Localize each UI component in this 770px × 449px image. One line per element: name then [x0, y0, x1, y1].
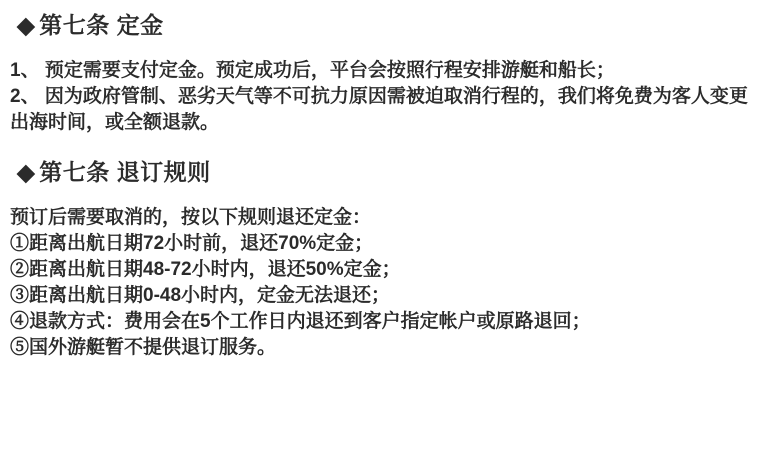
refund-rule-item: ②距离出航日期48-72小时内，退还50%定金；	[10, 259, 401, 280]
refund-rule-item: ④退款方式：费用会在5个工作日内退还到客户指定帐户或原路退回；	[10, 311, 591, 332]
refund-rules-intro: 预订后需要取消的，按以下规则退还定金：	[10, 207, 372, 228]
deposit-term-item: 2、 因为政府管制、恶劣天气等不可抗力原因需被迫取消行程的，我们将免费为客人变更出海时间，或全额退款。	[10, 86, 748, 133]
deposit-term-item: 1、 预定需要支付定金。预定成功后，平台会按照行程安排游艇和船长；	[10, 60, 615, 81]
refund-rule-item: ①距离出航日期72小时前，退还70%定金；	[10, 233, 374, 254]
deposit-terms-list	[0, 58, 770, 136]
section-title-deposit: 第七条 定金	[39, 12, 164, 38]
section-title-refund: 第七条 退订规则	[39, 159, 211, 185]
refund-rules-list	[0, 205, 770, 361]
diamond-bullet-icon: ◆	[17, 12, 36, 38]
refund-rule-item: ③距离出航日期0-48小时内，定金无法退还；	[10, 285, 391, 306]
section-heading-deposit	[0, 10, 770, 40]
diamond-bullet-icon: ◆	[17, 159, 36, 185]
section-heading-refund	[0, 157, 770, 187]
refund-rule-item: ⑤国外游艇暂不提供退订服务。	[10, 337, 277, 358]
terms-document	[0, 10, 770, 449]
